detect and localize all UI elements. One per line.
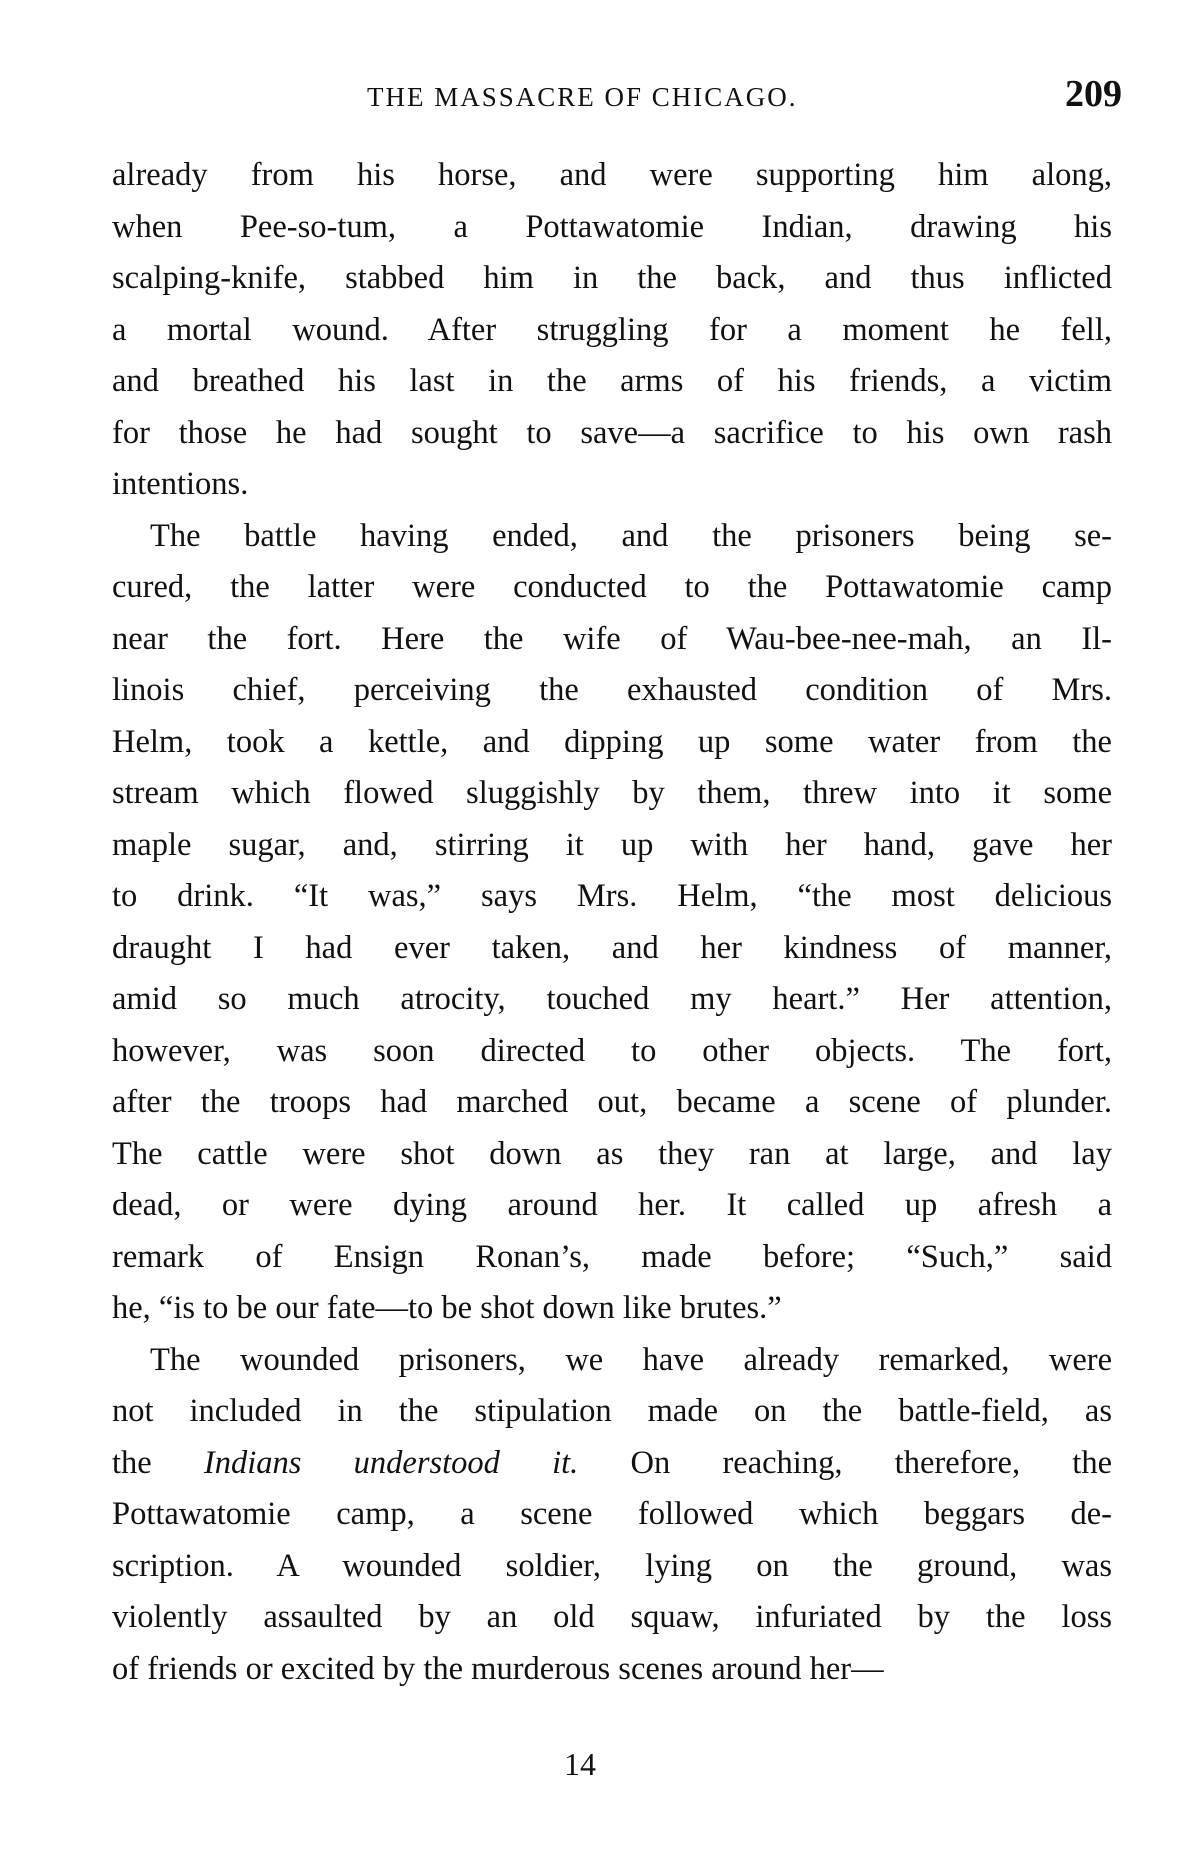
text-line: scription. A wounded soldier, lying on the ground, was	[112, 1547, 1112, 1584]
text-line: amid so much atrocity, touched my heart.” Her attention,	[112, 981, 1112, 1017]
text-line: maple sugar, and, stirring it up with her hand, gave her	[112, 826, 1112, 863]
text-line: the Indians understood it. On reaching, therefore, the	[112, 1444, 1112, 1481]
body-text	[112, 150, 1112, 1695]
text-line: and breathed his last in the arms of his friends, a victim	[112, 363, 1112, 399]
text-line: linois chief, perceiving the exhausted condition of Mrs.	[112, 672, 1112, 708]
text-line: to drink. “It was,” says Mrs. Helm, “the most delicious	[112, 878, 1112, 914]
text-line: near the fort. Here the wife of Wau-bee-nee-mah, an Il-	[112, 620, 1112, 657]
text-line: a mortal wound. After struggling for a moment he fell,	[112, 311, 1112, 348]
text-line: after the troops had marched out, became a scene of plunder.	[112, 1084, 1112, 1120]
paragraph	[112, 1335, 1112, 1696]
text-line: Helm, took a kettle, and dipping up some water from the	[112, 723, 1112, 760]
page-header	[112, 72, 1122, 122]
text-line: for those he had sought to save—a sacrifice to his own rash	[112, 414, 1112, 451]
text-line: of friends or excited by the murderous scenes around her—	[112, 1650, 884, 1687]
text-line: Pottawatomie camp, a scene followed which beggars de-	[112, 1496, 1112, 1532]
signature-mark: 14	[564, 1746, 596, 1782]
text-line: draught I had ever taken, and her kindness of manner,	[112, 929, 1112, 966]
text-line: however, was soon directed to other objects. The fort,	[112, 1032, 1112, 1069]
text-line: stream which flowed sluggishly by them, threw into it some	[112, 775, 1112, 811]
text-line: already from his horse, and were supporting him along,	[112, 157, 1112, 193]
text-line: when Pee-so-tum, a Pottawatomie Indian, drawing his	[112, 208, 1112, 245]
text-line: The cattle were shot down as they ran at large, and lay	[112, 1135, 1112, 1172]
text-line: violently assaulted by an old squaw, infuriated by the loss	[112, 1599, 1112, 1635]
page-number: 209	[1065, 73, 1122, 115]
paragraph	[112, 511, 1112, 1335]
text-line: cured, the latter were conducted to the Pottawatomie camp	[112, 569, 1112, 605]
text-line: intentions.	[112, 466, 249, 502]
text-line: dead, or were dying around her. It called up afresh a	[112, 1187, 1112, 1223]
text-line: remark of Ensign Ronan’s, made before; “Such,” said	[112, 1238, 1112, 1275]
paragraph	[112, 150, 1112, 511]
running-title: THE MASSACRE OF CHICAGO.	[367, 82, 798, 112]
text-line: scalping-knife, stabbed him in the back, and thus inflicted	[112, 260, 1112, 296]
text-line: The wounded prisoners, we have already remarked, were	[150, 1341, 1112, 1378]
text-line: The battle having ended, and the prisoners being se-	[150, 517, 1112, 554]
text-line: he, “is to be our fate—to be shot down like brutes.”	[112, 1290, 782, 1326]
text-line: not included in the stipulation made on the battle-field, as	[112, 1393, 1112, 1429]
